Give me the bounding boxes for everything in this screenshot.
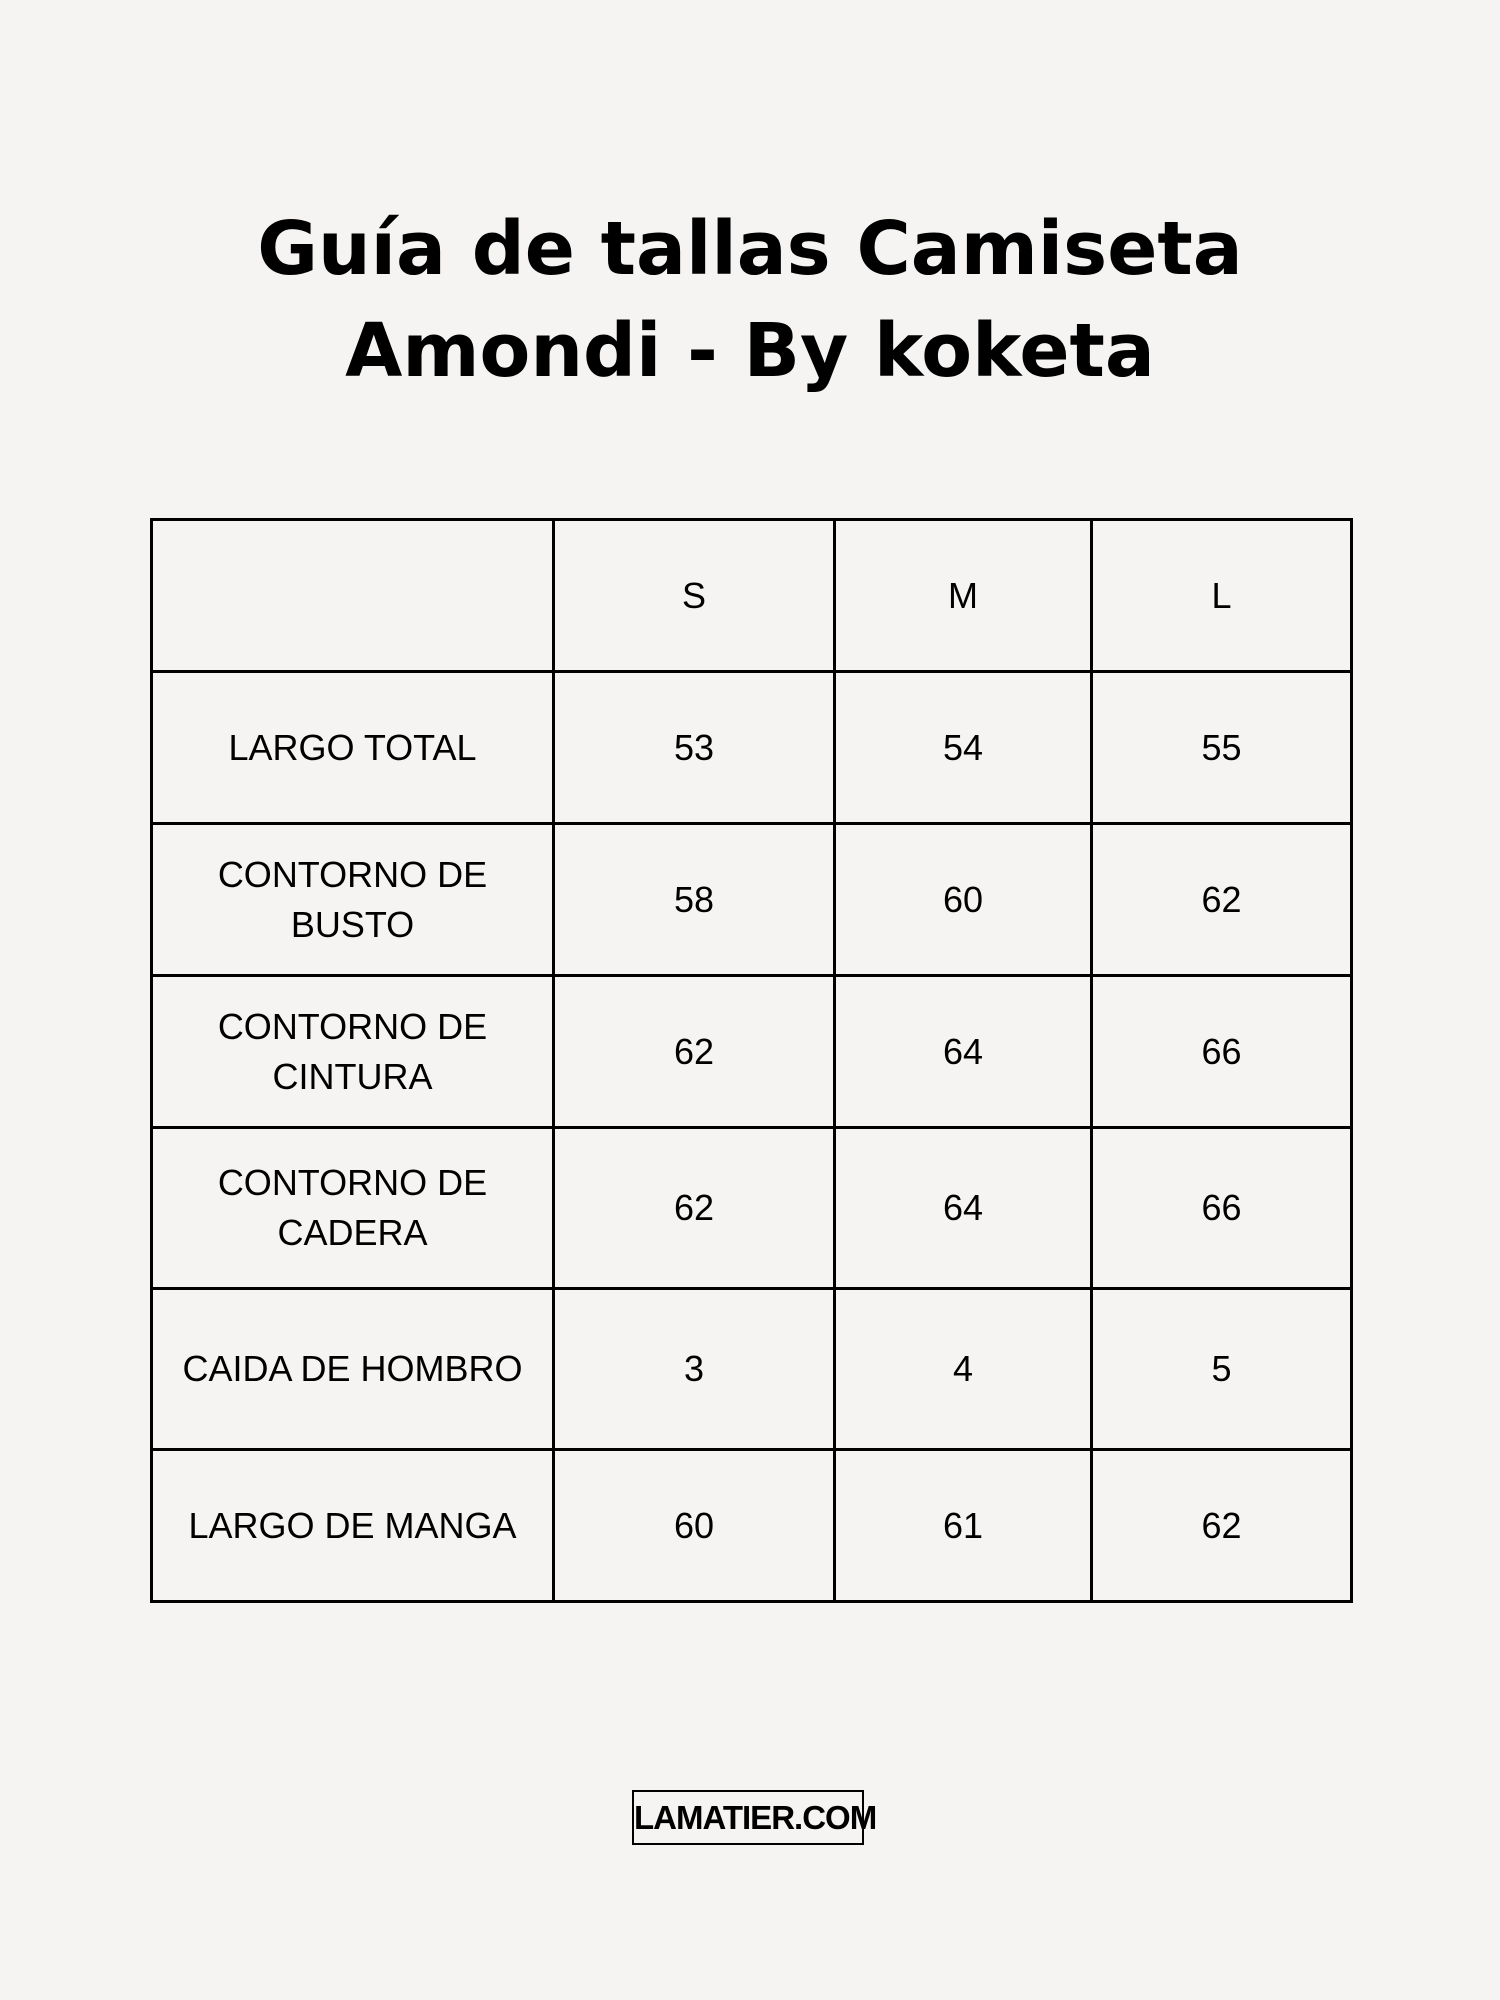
table-cell: 66 [1092, 1128, 1352, 1289]
table-cell: 62 [554, 1128, 835, 1289]
table-header-row [152, 520, 1352, 672]
table-cell: 4 [835, 1289, 1092, 1450]
row-label: CONTORNO DE BUSTO [152, 824, 554, 976]
table-cell: 62 [1092, 1450, 1352, 1602]
table-cell: 53 [554, 672, 835, 824]
row-label: LARGO TOTAL [152, 672, 554, 824]
table-cell: 55 [1092, 672, 1352, 824]
header-cell-size-l: L [1092, 520, 1352, 672]
table-row [152, 672, 1352, 824]
table-row [152, 824, 1352, 976]
size-chart-table [150, 518, 1353, 1603]
row-label: LARGO DE MANGA [152, 1450, 554, 1602]
table-cell: 60 [554, 1450, 835, 1602]
table-row [152, 1128, 1352, 1289]
table-row [152, 1450, 1352, 1602]
table-cell: 58 [554, 824, 835, 976]
brand-logo: LAMATIER.COM [632, 1790, 864, 1845]
page-title-line-2: Amondi - By koketa [345, 308, 1155, 394]
row-label: CONTORNO DE CINTURA [152, 976, 554, 1128]
row-label: CAIDA DE HOMBRO [152, 1289, 554, 1450]
page-title-line-1: Guía de tallas Camiseta [257, 206, 1243, 292]
table-cell: 60 [835, 824, 1092, 976]
row-label: CONTORNO DE CADERA [152, 1128, 554, 1289]
page-title [0, 198, 1500, 402]
table-cell: 3 [554, 1289, 835, 1450]
table-row [152, 1289, 1352, 1450]
table-cell: 66 [1092, 976, 1352, 1128]
header-cell-size-s: S [554, 520, 835, 672]
table-cell: 62 [1092, 824, 1352, 976]
table-cell: 64 [835, 976, 1092, 1128]
header-cell-size-m: M [835, 520, 1092, 672]
table-cell: 61 [835, 1450, 1092, 1602]
table-cell: 64 [835, 1128, 1092, 1289]
table-cell: 54 [835, 672, 1092, 824]
table-row [152, 976, 1352, 1128]
table-cell: 5 [1092, 1289, 1352, 1450]
header-cell-empty [152, 520, 554, 672]
table-cell: 62 [554, 976, 835, 1128]
